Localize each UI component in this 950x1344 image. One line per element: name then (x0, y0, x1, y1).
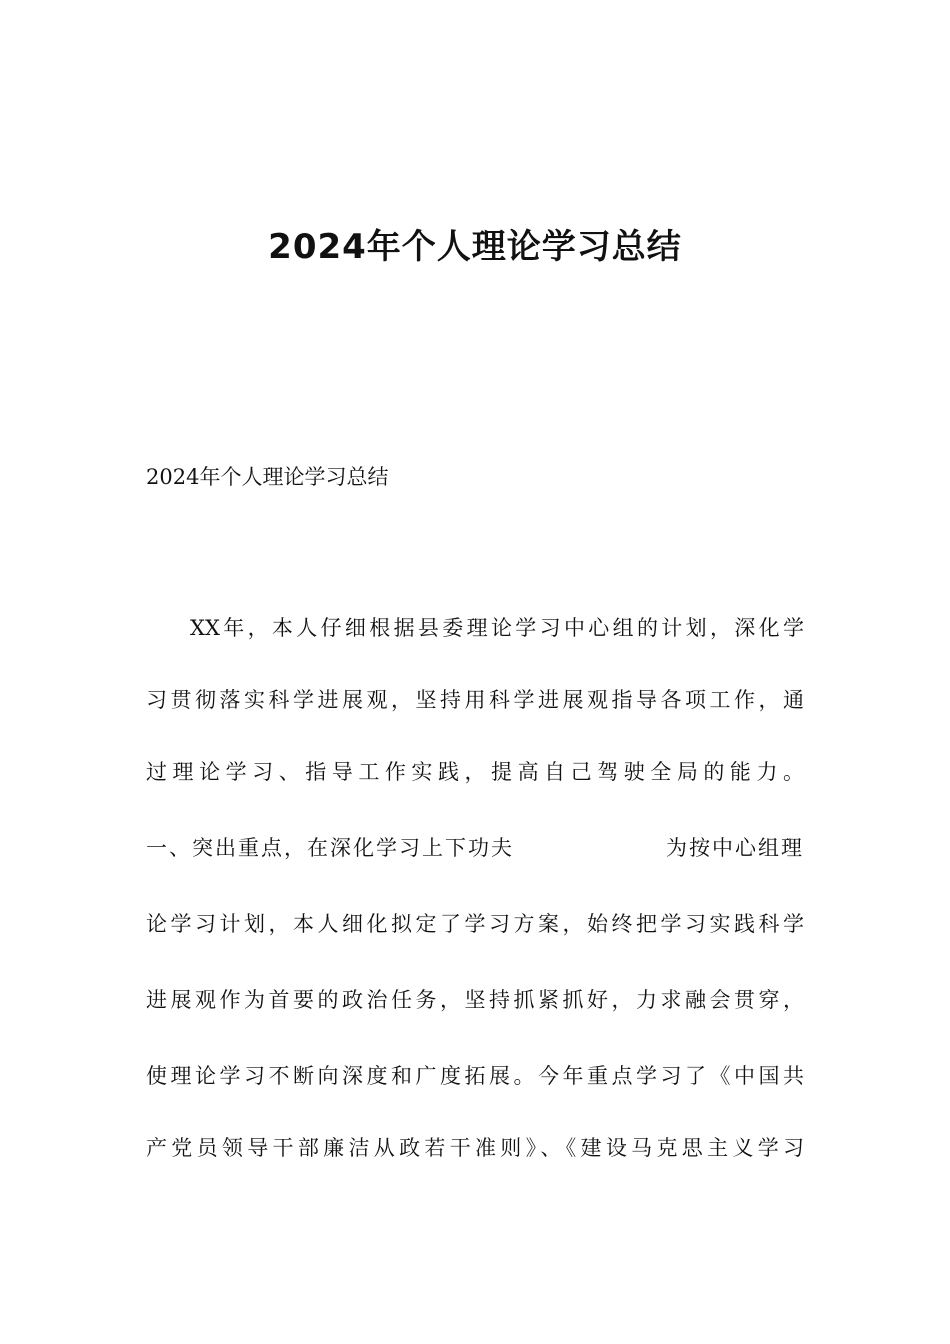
paragraph-line: 进展观作为首要的政治任务，坚持抓紧抓好，力求融会贯穿， (146, 988, 804, 1012)
section-heading: 一、突出重点，在深化学习上下功夫 (146, 836, 514, 860)
paragraph-line-start: 为按中心组理 (666, 836, 804, 860)
paragraph-line: 论学习计划，本人细化拟定了学习方案，始终把学习实践科学 (146, 912, 804, 936)
document-subtitle: 2024年个人理论学习总结 (146, 465, 389, 489)
paragraph-line: 习贯彻落实科学进展观，坚持用科学进展观指导各项工作，通 (146, 688, 804, 712)
paragraph-line: 使理论学习不断向深度和广度拓展。今年重点学习了《中国共 (146, 1064, 804, 1088)
paragraph-line: XX年，本人仔细根据县委理论学习中心组的计划，深化学 (190, 616, 804, 640)
document-title: 2024年个人理论学习总结 (268, 227, 682, 267)
paragraph-line: 过理论学习、指导工作实践，提高自己驾驶全局的能力。 (146, 760, 804, 784)
paragraph-line: 产党员领导干部廉洁从政若干准则》、《建设马克思主义学习 (146, 1136, 804, 1160)
